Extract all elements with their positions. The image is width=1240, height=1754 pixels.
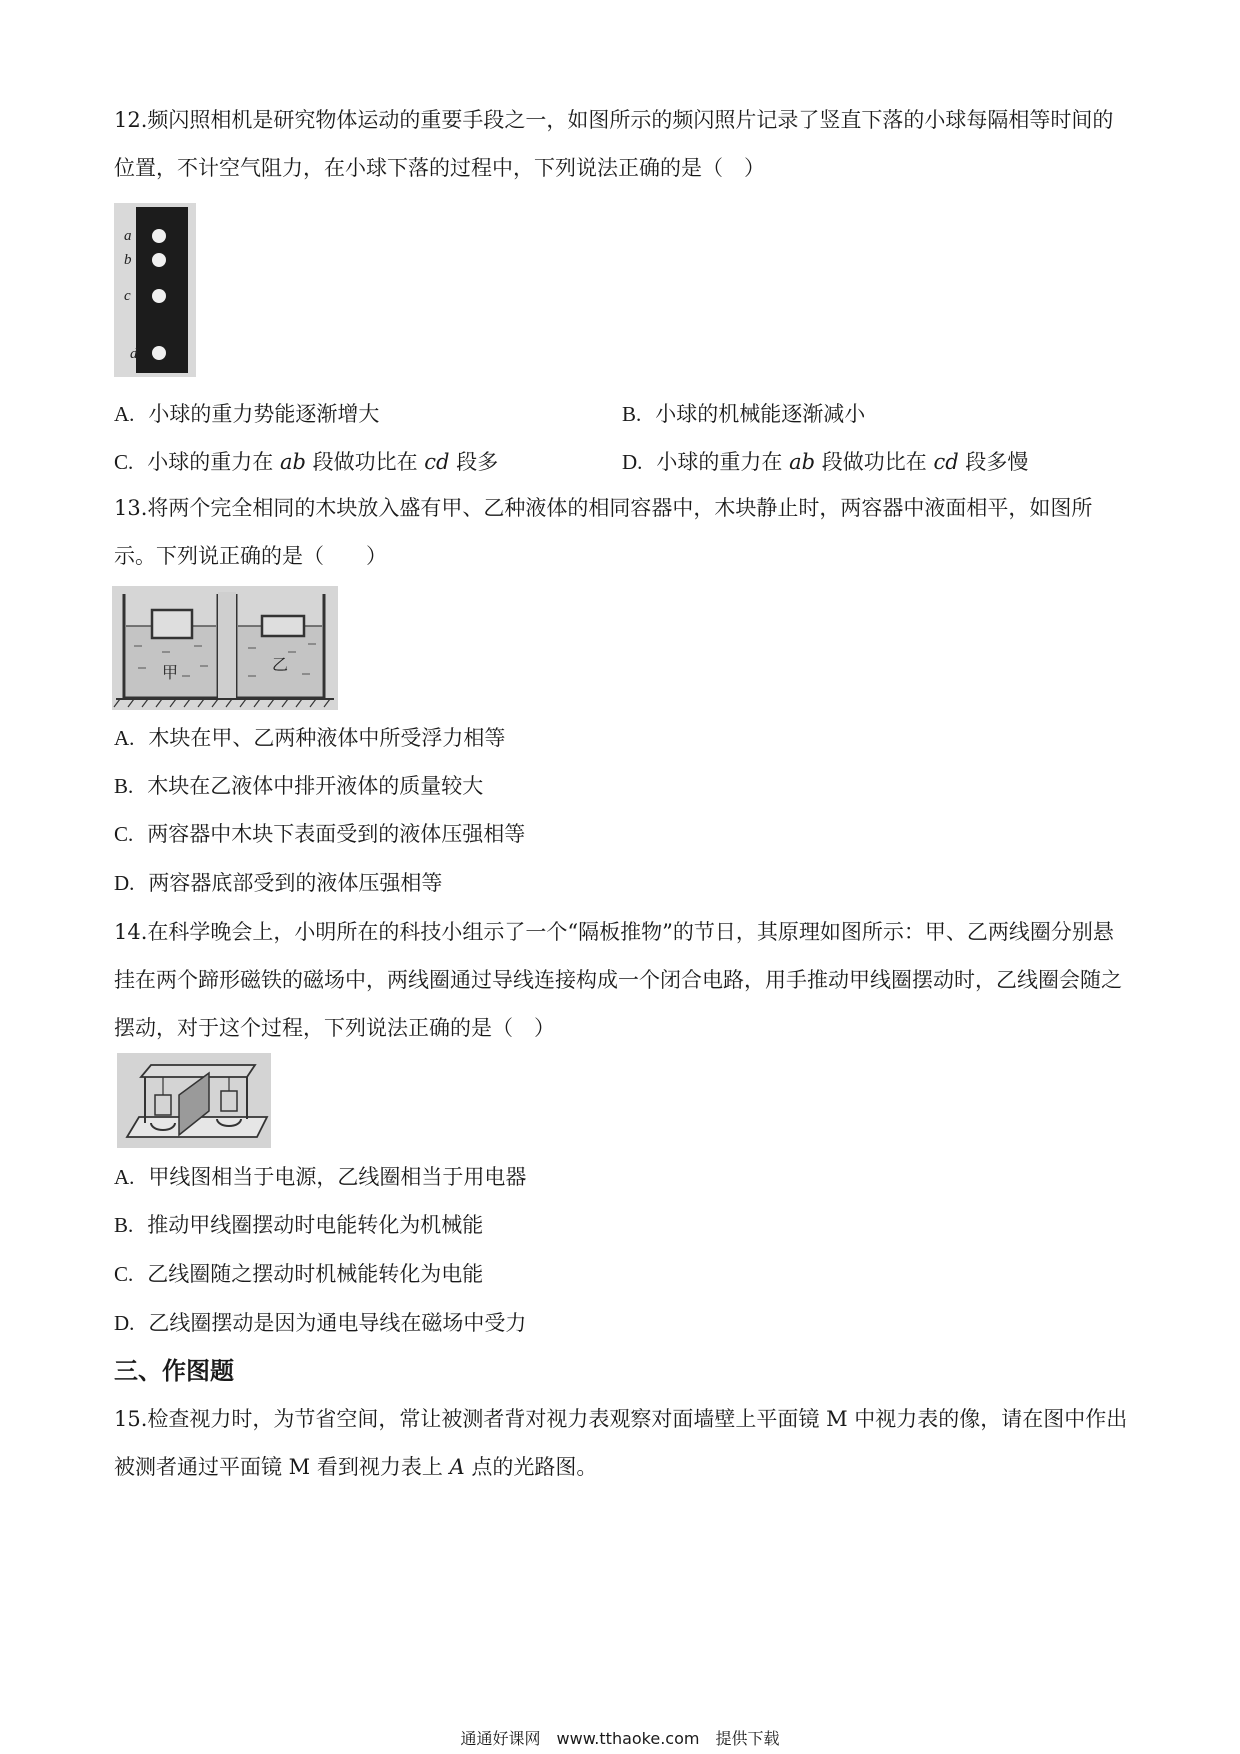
- option-text: 小球的重力势能逐渐增大: [148, 402, 380, 426]
- option-letter: C.: [114, 822, 134, 846]
- option-text: 小球的机械能逐渐减小: [655, 402, 866, 426]
- section-title: 三、作图题: [114, 1356, 234, 1385]
- option-letter: B.: [114, 1213, 134, 1237]
- page-footer: 通通好课网 www.tthaoke.com 提供下载: [460, 1729, 780, 1748]
- q14-option-b: [114, 1210, 483, 1240]
- q12-option-b: [622, 399, 865, 429]
- q13-stem: 13.将两个完全相同的木块放入盛有甲、乙种液体的相同容器中，木块静止时，两容器中液面相平，如图所示。下列说正确的是（ ）: [114, 496, 1093, 568]
- option-text: 两容器底部受到的液体压强相等: [148, 871, 443, 895]
- option-letter: D.: [114, 1311, 135, 1335]
- option-letter: C.: [114, 450, 134, 474]
- q12-option-d: [622, 447, 1028, 477]
- q15-text: 15.检查视力时，为节省空间，常让被测者背对视力表观察对面墙壁上平面镜 M 中视力表的像，请在图中作出被测者通过平面镜 M 看到视力表上: [114, 1407, 1128, 1479]
- q12-option-c: [114, 447, 498, 477]
- q14-coils-figure: [117, 1053, 271, 1148]
- label-b: b: [124, 252, 132, 268]
- option-letter: A.: [114, 1165, 135, 1189]
- option-letter: C.: [114, 1262, 134, 1286]
- segment-label: cd: [933, 450, 959, 474]
- option-text: 推动甲线圈摆动时电能转化为机械能: [147, 1213, 484, 1237]
- q13-option-c: [114, 819, 525, 849]
- point-label: A: [449, 1455, 465, 1479]
- q14-option-a: [114, 1162, 526, 1192]
- option-letter: B.: [114, 774, 134, 798]
- q14-stem: 14.在科学晚会上，小明所在的科技小组示了一个“隔板推物”的节日，其原理如图所示：甲、乙两线圈分别悬挂在两个蹄形磁铁的磁场中，两线圈通过导线连接构成一个闭合电路，用手推动甲线圈摆动时，乙线圈会随之摆动，对于这个过程，下列说法正确的是（ ）: [114, 920, 1122, 1040]
- ball-position-d: [152, 346, 166, 360]
- q15-stem: [114, 1395, 1134, 1491]
- option-text: 段多: [456, 450, 499, 474]
- option-text: 小球的重力在: [656, 450, 783, 474]
- label-d: d: [130, 346, 138, 362]
- coils-graphic: [117, 1053, 271, 1148]
- option-letter: B.: [622, 402, 642, 426]
- option-letter: D.: [622, 450, 643, 474]
- option-text: 木块在乙液体中排开液体的质量较大: [147, 774, 484, 798]
- label-jia: 甲: [162, 663, 179, 682]
- ball-position-a: [152, 229, 166, 243]
- segment-label: cd: [424, 450, 450, 474]
- segment-label: ab: [279, 450, 306, 474]
- option-text: 甲线图相当于电源，乙线圈相当于用电器: [148, 1165, 527, 1189]
- option-text: 乙线圈随之摆动时机械能转化为电能: [147, 1262, 484, 1286]
- q13-option-d: [114, 868, 442, 898]
- option-text: 段做功比在: [821, 450, 927, 474]
- q15-text: 点的光路图。: [464, 1455, 598, 1479]
- wood-block-jia: [152, 610, 192, 638]
- ball-position-c: [152, 289, 166, 303]
- q12-stem: 12.频闪照相机是研究物体运动的重要手段之一，如图所示的频闪照片记录了竖直下落的小球每隔相等时间的位置，不计空气阻力，在小球下落的过程中，下列说法正确的是（ ）: [114, 108, 1114, 180]
- q13-containers-figure: [112, 586, 338, 710]
- strobe-photo-graphic: [114, 203, 196, 377]
- q12-option-a: [114, 399, 379, 429]
- label-a: a: [124, 228, 132, 244]
- wood-block-yi: [262, 616, 304, 636]
- option-text: 木块在甲、乙两种液体中所受浮力相等: [148, 726, 506, 750]
- label-c: c: [124, 288, 131, 304]
- q12-strobe-photo: [114, 203, 196, 377]
- option-letter: A.: [114, 726, 135, 750]
- q14-option-c: [114, 1259, 483, 1289]
- label-yi: 乙: [272, 655, 289, 674]
- option-letter: A.: [114, 402, 135, 426]
- option-text: 两容器中木块下表面受到的液体压强相等: [147, 822, 526, 846]
- q14-option-d: [114, 1308, 526, 1338]
- option-text: 小球的重力在: [147, 450, 274, 474]
- option-letter: D.: [114, 871, 135, 895]
- option-text: 乙线圈摆动是因为通电导线在磁场中受力: [148, 1311, 527, 1335]
- option-text: 段做功比在: [312, 450, 418, 474]
- segment-label: ab: [789, 450, 816, 474]
- ball-position-b: [152, 253, 166, 267]
- q13-option-a: [114, 723, 505, 753]
- q13-option-b: [114, 771, 483, 801]
- containers-graphic: [112, 586, 338, 710]
- option-text: 段多慢: [965, 450, 1029, 474]
